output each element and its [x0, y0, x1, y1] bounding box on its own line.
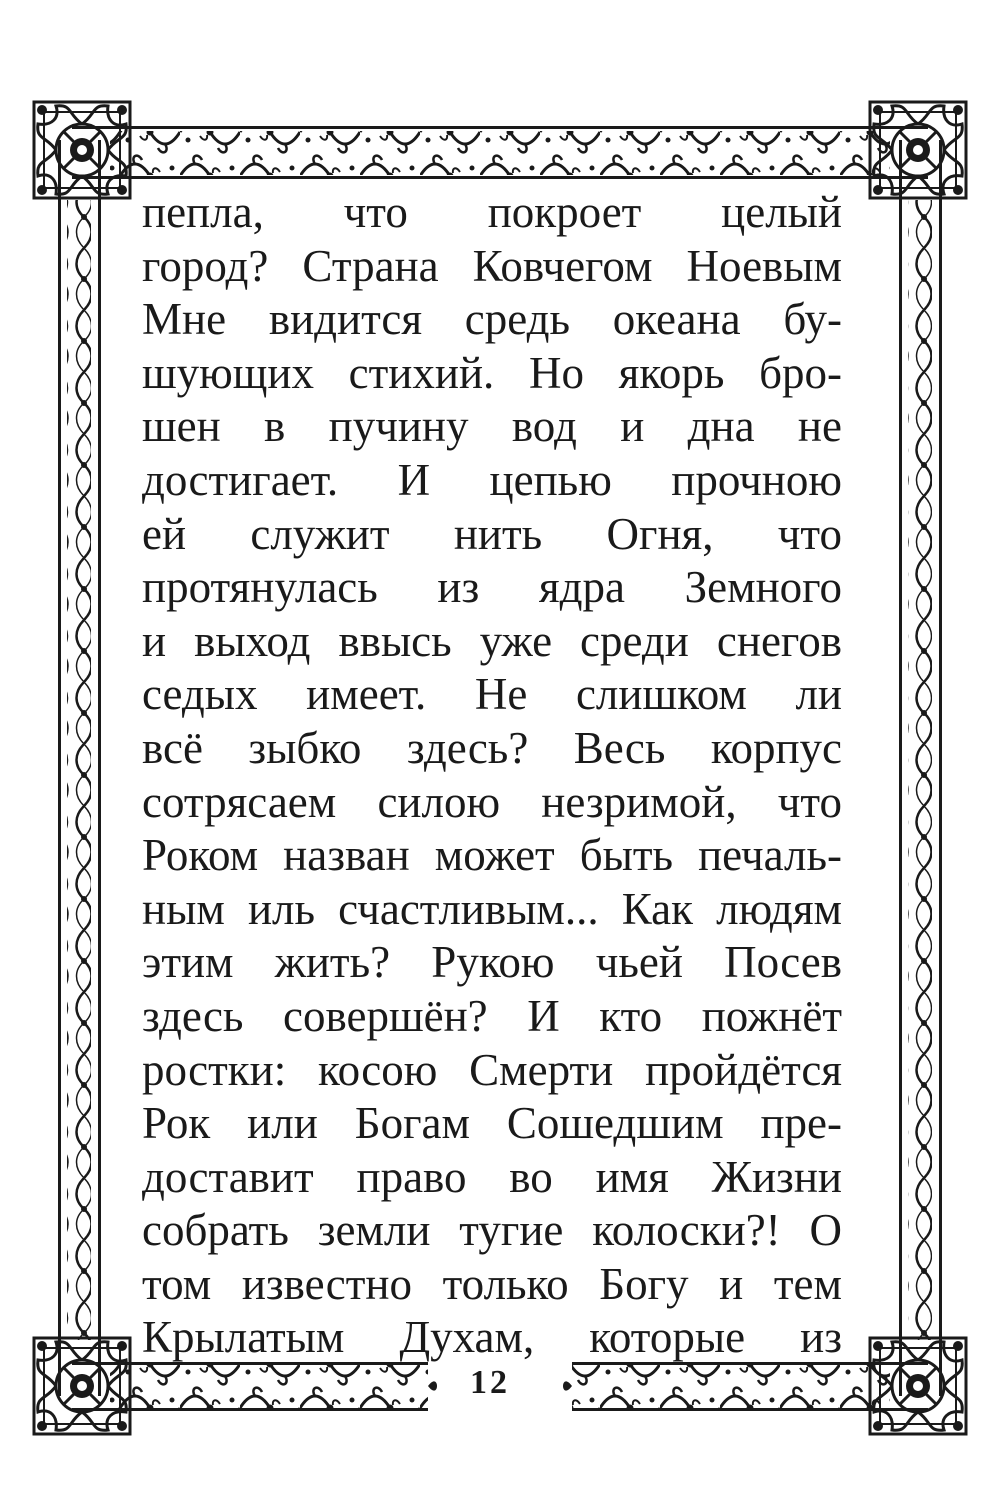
text-line: ей служит нить Огня, что: [142, 508, 842, 559]
body-text: [142, 186, 842, 1365]
text-line: шен в пучину вод и дна не: [142, 401, 842, 452]
text-line: седых имеет. Не слишком ли: [142, 669, 842, 720]
text-line: собрать земли тугие колоски?! О: [142, 1205, 842, 1256]
text-line: всё зыбко здесь? Весь корпус: [142, 722, 842, 773]
text-line: ным иль счастливым... Как людям: [142, 883, 842, 934]
text-line: этим жить? Рукою чьей Посев: [142, 937, 842, 988]
text-line: и выход ввысь уже среди снегов: [142, 615, 842, 666]
text-line: Мне видится средь океана бу-: [142, 294, 842, 345]
text-line: протянулась из ядра Земного: [142, 562, 842, 613]
text-line: достигает. И цепью прочною: [142, 454, 842, 505]
text-line: доставит право во имя Жизни: [142, 1151, 842, 1202]
text-line: здесь совершён? И кто пожнёт: [142, 990, 842, 1041]
page-number: 12: [470, 1364, 510, 1401]
text-line: том известно только Богу и тем: [142, 1258, 842, 1309]
text-line: шующих стихий. Но якорь бро-: [142, 347, 842, 398]
text-line: город? Страна Ковчегом Ноевым: [142, 240, 842, 291]
text-line: Рок или Богам Сошедшим пре-: [142, 1098, 842, 1149]
text-line: ростки: косою Смерти пройдётся: [142, 1044, 842, 1095]
text-line: пепла, что покроет целый: [142, 187, 842, 237]
text-line: Роком назван может быть печаль-: [142, 830, 842, 881]
text-line: Крылатым Духам, которые из: [142, 1312, 842, 1363]
text-line: сотрясаем силою незримой, что: [142, 776, 842, 827]
